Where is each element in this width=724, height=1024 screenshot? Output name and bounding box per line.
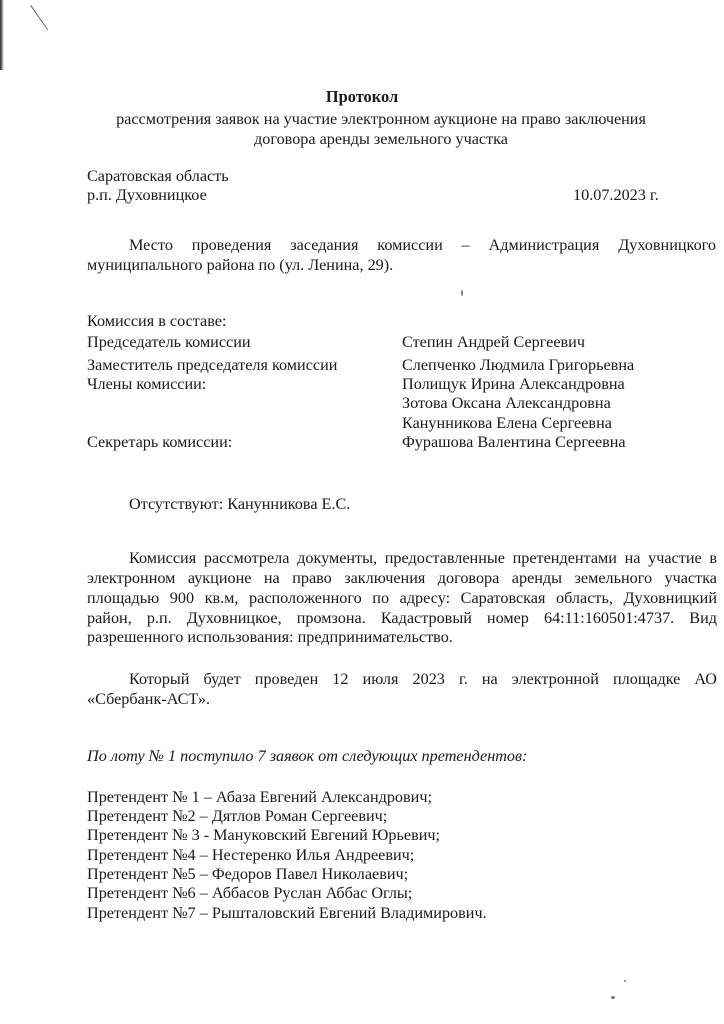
- review-line: район, р.п. Духовницкое, промзона. Кадастровый номер 64:11:160501:4737. Вид: [87, 609, 717, 627]
- commission-role: Секретарь комиссии:: [87, 433, 233, 451]
- auction-line: «Сбербанк-АСТ».: [87, 690, 211, 708]
- region-label: Саратовская область: [87, 167, 229, 185]
- venue-line-2: муниципального района по (ул. Ленина, 29).: [87, 256, 394, 274]
- applicant-item: Претендент №6 – Аббасов Руслан Аббас Оглы;: [87, 884, 413, 902]
- review-line: разрешенного использования: предпринимательство.: [87, 628, 453, 646]
- scan-speck: [624, 980, 626, 982]
- commission-member-name: Канунникова Елена Сергеевна: [402, 414, 612, 432]
- commission-role: Председатель комиссии: [87, 333, 251, 351]
- applicant-item: Претендент № 1 – Абаза Евгений Александрович;: [87, 788, 432, 806]
- commission-member-name: Степин Андрей Сергеевич: [402, 333, 585, 351]
- applicant-item: Претендент №2 – Дятлов Роман Сергеевич;: [87, 807, 388, 825]
- commission-role: Члены комиссии:: [87, 375, 207, 393]
- commission-member-name: Зотова Оксана Александровна: [402, 394, 611, 412]
- document-subtitle-line2: договора аренды земельного участка: [254, 130, 508, 148]
- document-date: 10.07.2023 г.: [573, 186, 659, 204]
- scan-mark-artifact: [30, 5, 48, 30]
- settlement-label: р.п. Духовницкое: [87, 186, 207, 204]
- review-line: площадью 900 кв.м, расположенного по адресу: Саратовская область, Духовницкий: [87, 589, 717, 607]
- applicant-item: Претендент № 3 - Мануковский Евгений Юрьевич;: [87, 826, 441, 844]
- review-line: Комиссия рассмотрела документы, предоставленные претендентами на участие в: [129, 549, 717, 567]
- scan-speck: [611, 996, 615, 999]
- document-subtitle-line1: рассмотрения заявок на участие электронном аукционе на право заключения: [116, 110, 646, 128]
- applicant-item: Претендент №5 – Федоров Павел Николаевич;: [87, 865, 409, 883]
- commission-role: Заместитель председателя комиссии: [87, 356, 338, 374]
- scan-speck: [461, 290, 463, 296]
- commission-member-name: Слепченко Людмила Григорьевна: [402, 356, 635, 374]
- document-title: Протокол: [325, 87, 399, 106]
- applicant-item: Претендент №7 – Рышталовский Евгений Владимирович.: [87, 904, 487, 922]
- review-line: электронном аукционе на право заключения договора аренды земельного участка: [87, 569, 717, 587]
- auction-line: Который будет проведен 12 июля 2023 г. на электронной площадке АО: [129, 670, 717, 688]
- absent-members: Отсутствуют: Канунникова Е.С.: [129, 495, 351, 513]
- venue-line-1: Место проведения заседания комиссии – Администрация Духовницкого: [129, 236, 716, 254]
- lot-heading: По лоту № 1 поступило 7 заявок от следующих претендентов:: [87, 747, 528, 765]
- scan-edge-artifact: [0, 0, 4, 70]
- commission-heading: Комиссия в составе:: [87, 312, 227, 330]
- commission-member-name: Фурашова Валентина Сергеевна: [402, 433, 626, 451]
- applicant-item: Претендент №4 – Нестеренко Илья Андреевич;: [87, 846, 415, 864]
- commission-member-name: Полищук Ирина Александровна: [402, 375, 625, 393]
